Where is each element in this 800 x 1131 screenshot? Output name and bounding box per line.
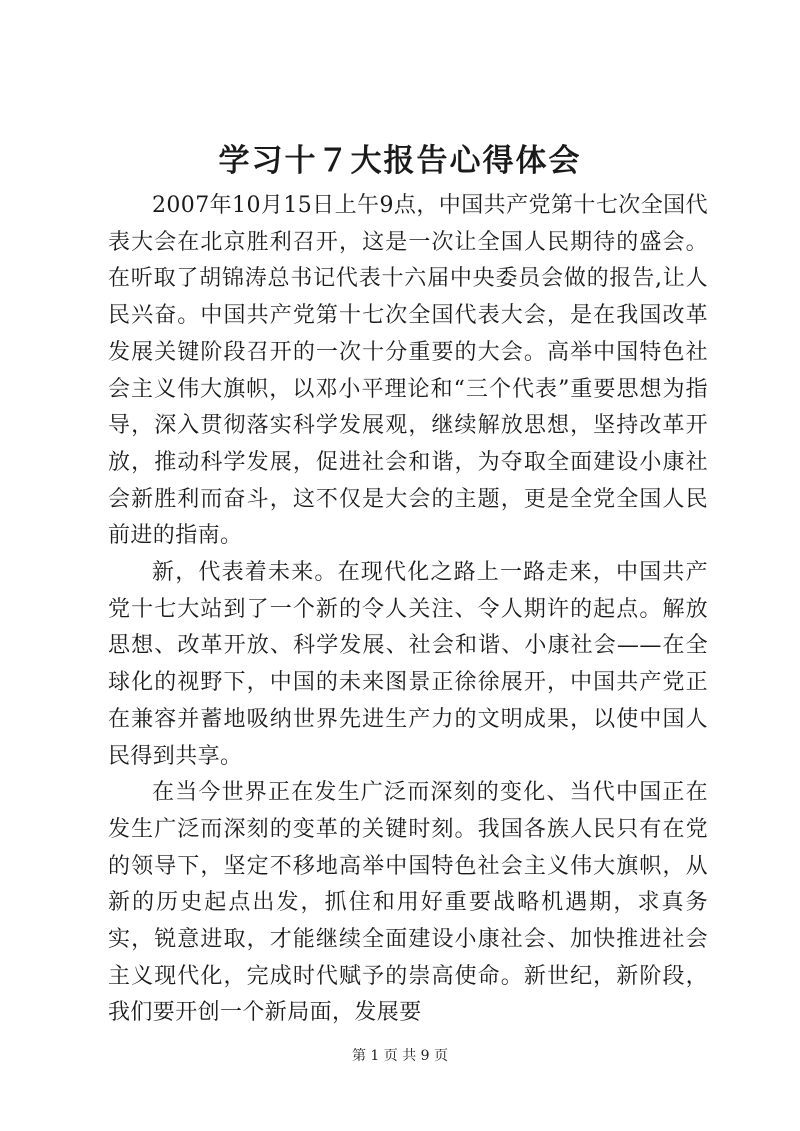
paragraph-1: 2007年10月15日上午9点，中国共产党第十七次全国代表大会在北京胜利召开，这是一次让全国人民期待的盛会。在听取了胡锦涛总书记代表十六届中央委员会做的报告,让人民兴奋。中国共产党第十七次全国代表大会，是在我国改革发展关键阶段召开的一次十分重要的大会。高举中国特色社会主义伟大旗帜，以邓小平理论和“三个代表”重要思想为指导，深入贯彻落实科学发展观，继续解放思想，坚持改革开放，推动科学发展，促进社会和谐，为夺取全面建设小康社会新胜利而奋斗，这不仅是大会的主题，更是全党全国人民前进的指南。 xyxy=(108,193,708,549)
document-title: 学习十７大报告心得体会 xyxy=(218,143,582,179)
page-footer: 第 1 页 共 9 页 xyxy=(351,1048,449,1064)
document-body xyxy=(108,188,708,1032)
paragraph-2: 新，代表着未来。在现代化之路上一路走来，中国共产党十七大站到了一个新的令人关注、令人期许的起点。解放思想、改革开放、科学发展、社会和谐、小康社会——在全球化的视野下，中国的未来图景正徐徐展开，中国共产党正在兼容并蓄地吸纳世界先进生产力的文明成果，以使中国人民得到共享。 xyxy=(108,560,708,769)
paragraph-3: 在当今世界正在发生广泛而深刻的变化、当代中国正在发生广泛而深刻的变革的关键时刻。我国各族人民只有在党的领导下，坚定不移地高举中国特色社会主义伟大旗帜，从新的历史起点出发，抓住和用好重要战略机遇期，求真务实，锐意进取，才能继续全面建设小康社会、加快推进社会主义现代化，完成时代赋予的崇高使命。新世纪，新阶段，我们要开创一个新局面，发展要 xyxy=(108,780,708,1026)
